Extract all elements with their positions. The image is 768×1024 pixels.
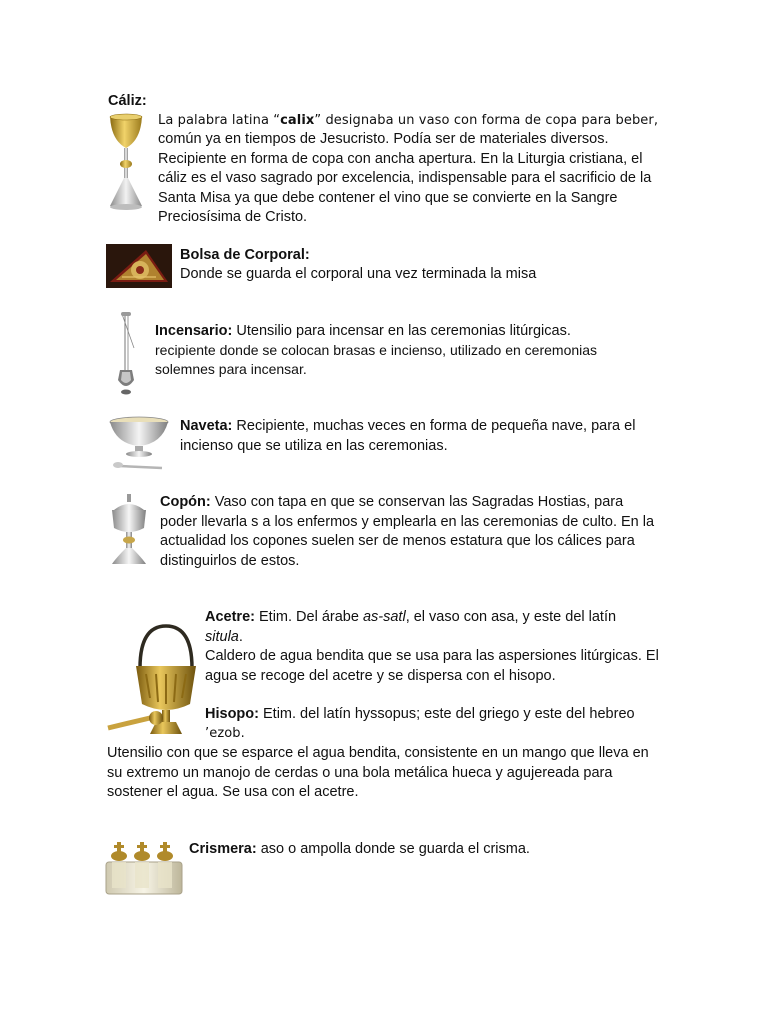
incensario-line2: recipiente donde se colocan brasas e incienso, utilizado en ceremonias solemnes para incensar. xyxy=(155,342,598,377)
censer-image xyxy=(112,312,142,398)
crismera-text: Crismera: aso o ampolla donde se guarda el crisma. xyxy=(189,841,530,857)
hisopo-etym2: ’ezob. xyxy=(205,726,245,741)
incensario-line1: Incensario: Utensilio para incensar en las ceremonias litúrgicas. xyxy=(155,323,571,339)
caliz-body: común ya en tiempos de Jesucristo. Podía ser de materiales diversos. Recipiente en forma de copa con ancha apertura. En la Liturgia cristiana, el cáliz es el vaso sagrado por excelencia, indispensable para el sacrificio de la Santa Misa ya que debe contener el vino que se convierte en la Sangre Preciosísima de Cristo. xyxy=(158,131,652,225)
chrism-oil-stocks-image xyxy=(104,840,184,896)
hisopo-heading: Hisopo: Etim. del latín hyssopus; este del griego y este del hebreo xyxy=(205,706,635,722)
caliz-first-line: La palabra latina “calix” designaba un vaso con forma de copa para beber, xyxy=(158,113,659,128)
corporal-burse-image xyxy=(106,244,172,288)
acetre-text: Acetre: Etim. Del árabe as-satl, el vaso con asa, y este del latín situla. Caldero de agua bendita que se usa para las aspersiones litúrgicas. El agua se recoge del acetre y se dispersa con el hisopo. xyxy=(205,609,659,684)
aspersorium-image xyxy=(106,624,198,740)
ciborium-image xyxy=(108,494,150,568)
incense-boat-image xyxy=(108,414,170,472)
bolsa-text: Donde se guarda el corporal una vez terminada la misa xyxy=(180,266,537,282)
copon-text: Copón: Vaso con tapa en que se conservan las Sagradas Hostias, para poder llevarla s a los enfermos y emplearla en las ceremonias de culto. En la actualidad los copones suelen ser de menos estatura que los cálices para distinguirlos de estos. xyxy=(160,494,655,569)
chalice-image xyxy=(108,112,144,212)
bolsa-title: Bolsa de Corporal: xyxy=(180,247,310,263)
caliz-heading: Cáliz: xyxy=(108,93,147,109)
hisopo-text: Utensilio con que se esparce el agua bendita, consistente en un mango que lleva en su extremo un manojo de cerdas o una bola metálica hueca y agujereada para sostener el agua. Se usa con el acetre. xyxy=(107,745,649,800)
naveta-text: Naveta: Recipiente, muchas veces en forma de pequeña nave, para el incienso que se utiliza en las ceremonias. xyxy=(180,418,636,454)
